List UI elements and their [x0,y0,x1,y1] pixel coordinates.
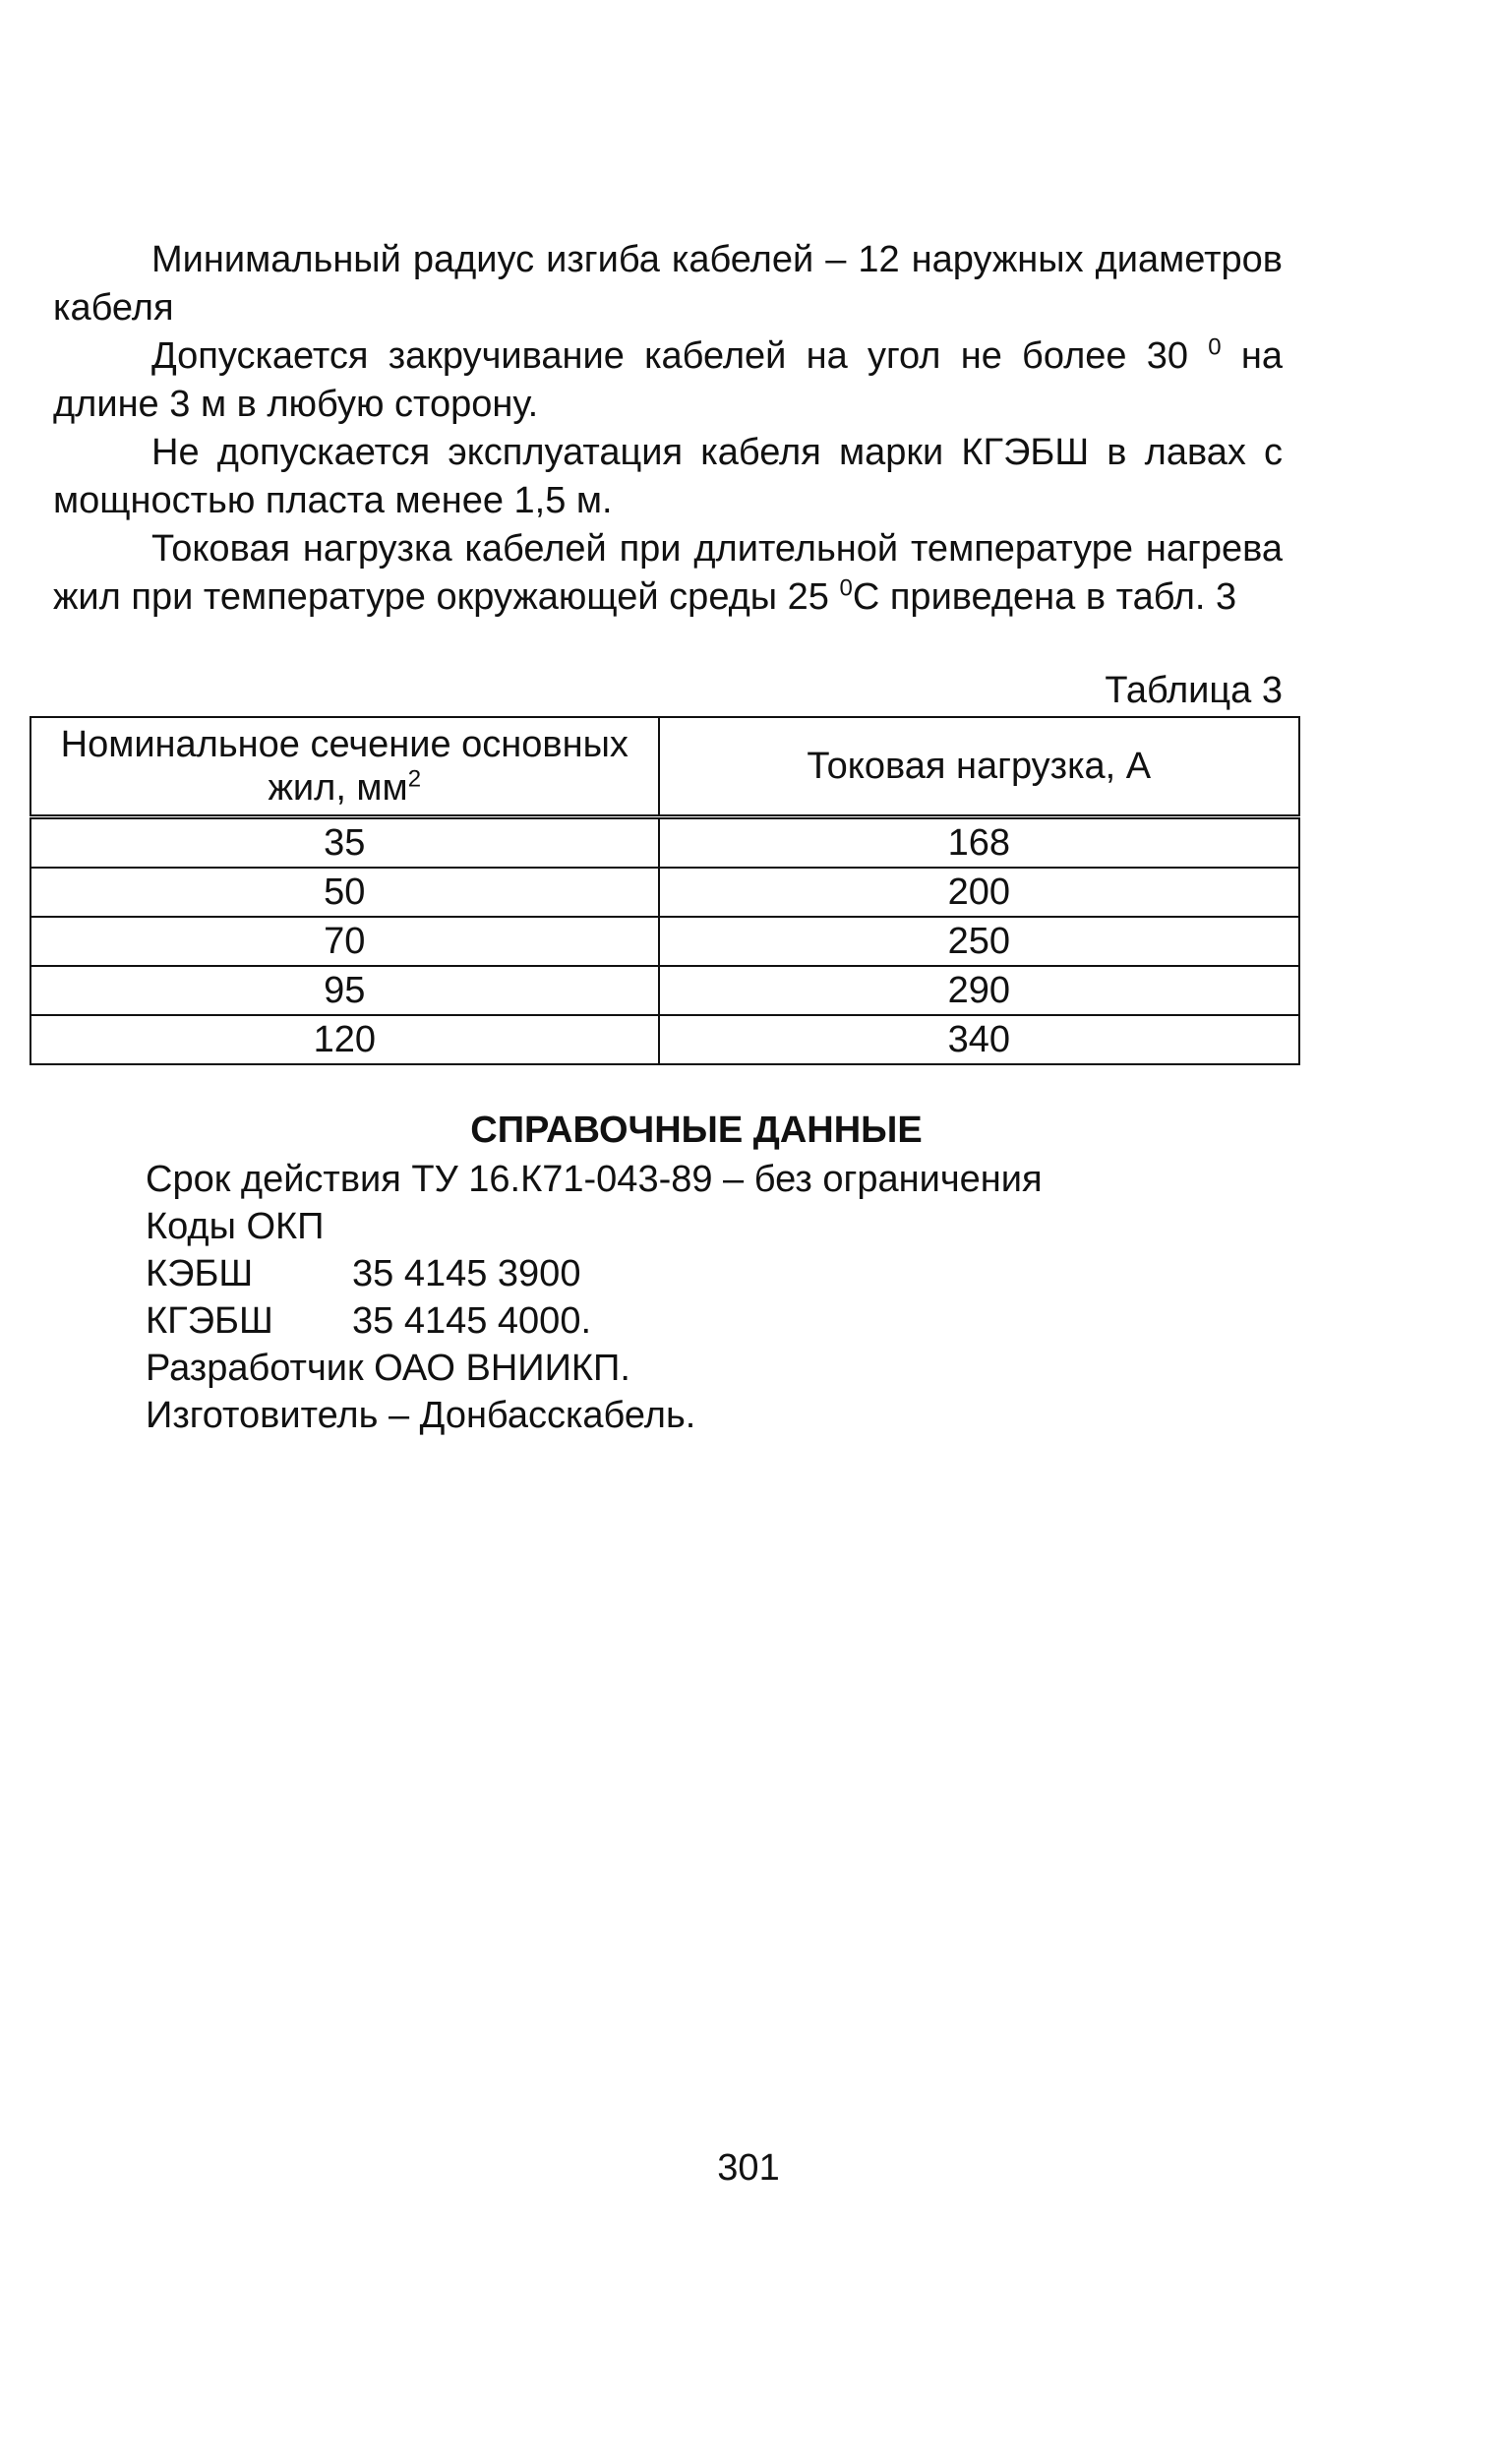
table-header-row [30,717,1299,817]
okp-label: Коды ОКП [146,1206,325,1247]
cell-current: 340 [659,1015,1299,1064]
validity-line: Срок действия ТУ 16.К71-043-89 – без ограничения [146,1159,1043,1200]
okp-code-row [146,1297,1228,1345]
table-row [30,868,1299,917]
table-row [30,917,1299,966]
okp-code-value: 35 4145 3900 [352,1253,581,1294]
reference-data-section [146,1107,1228,1439]
table-row [30,1015,1299,1064]
okp-code-name: КЭБШ [146,1253,254,1294]
header-current-load: Токовая нагрузка, А [659,717,1299,817]
okp-code-name: КГЭБШ [146,1300,273,1342]
paragraph-bend-radius: Минимальный радиус изгиба кабелей – 12 наружных диаметров кабеля [53,239,1283,329]
header-cross-section [30,717,659,817]
twist-text-cont: на длине 3 м в любую сторону. [53,335,1283,425]
okp-code-value: 35 4145 4000. [352,1300,592,1342]
table-row [30,817,1299,869]
twist-text: Допускается закручивание кабелей на угол не более 30 [151,335,1189,377]
current-load-table-container [30,716,1300,1065]
cell-section: 35 [30,817,659,869]
header-superscript: 2 [407,765,422,793]
header-cross-section-label: Номинальное сечение основных жил, мм [60,724,629,809]
table-caption: Таблица 3 [1105,670,1283,711]
cell-section: 120 [30,1015,659,1064]
table-row [30,966,1299,1015]
cell-section: 50 [30,868,659,917]
current-load-text-cont: С приведена в табл. 3 [852,576,1237,618]
paragraph-operation-restriction: Не допускается эксплуатация кабеля марки КГЭБШ в лавах с мощностью пласта менее 1,5 м. [53,432,1283,521]
reference-title: СПРАВОЧНЫЕ ДАННЫЕ [470,1110,923,1151]
degree-mark-2: 0 [839,574,853,602]
okp-code-row [146,1250,1228,1297]
paragraph-current-load [53,525,1283,622]
cell-section: 95 [30,966,659,1015]
body-text [53,236,1283,622]
current-load-table [30,716,1300,1065]
page-number: 301 [717,2147,780,2189]
degree-mark: 0 [1208,333,1222,361]
cell-current: 290 [659,966,1299,1015]
cell-current: 250 [659,917,1299,966]
paragraph-twist [53,332,1283,429]
cell-current: 200 [659,868,1299,917]
manufacturer-line: Изготовитель – Донбасскабель. [146,1395,696,1436]
developer-line: Разработчик ОАО ВНИИКП. [146,1348,630,1389]
cell-current: 168 [659,817,1299,869]
current-load-text: Токовая нагрузка кабелей при длительной температуре нагрева жил при температуре окружающей среды 25 [53,528,1283,618]
cell-section: 70 [30,917,659,966]
